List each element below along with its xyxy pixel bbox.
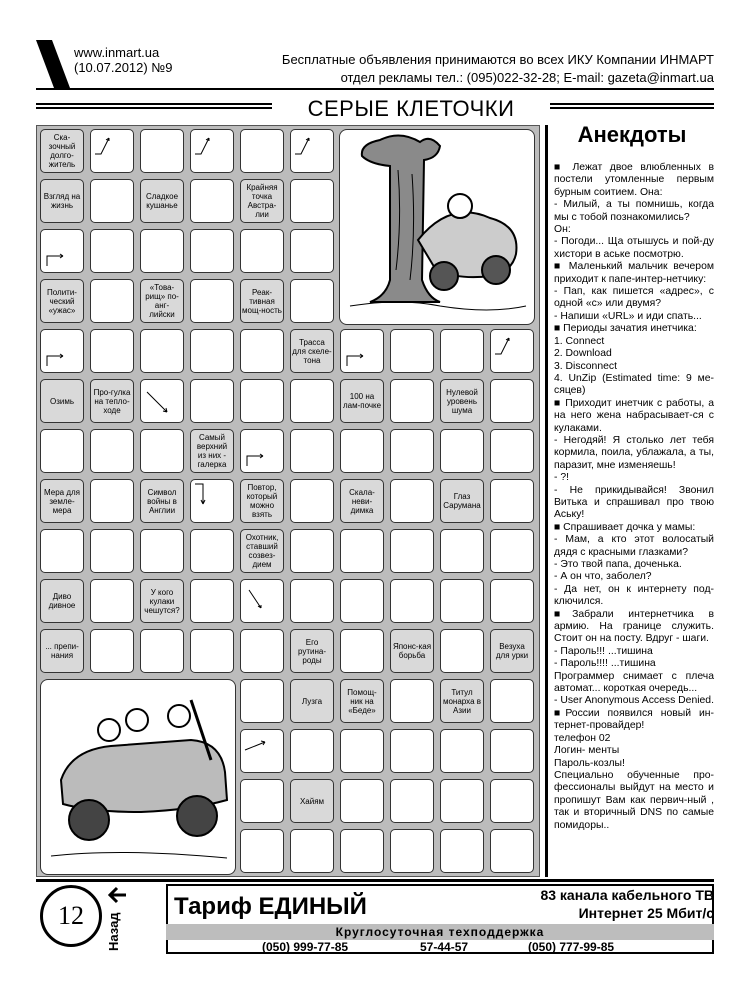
crossword-cell[interactable] xyxy=(90,279,134,323)
crossword-cell[interactable] xyxy=(240,829,284,873)
title-deco-right xyxy=(550,103,714,113)
footer-ad xyxy=(36,879,714,959)
arrow-icon xyxy=(141,380,183,422)
crossword-cell[interactable] xyxy=(390,779,434,823)
joke-line: - Не прикидывайся! Звонил Витька и спрашивал про твою Аську! xyxy=(554,484,714,521)
crossword-cell[interactable] xyxy=(290,529,334,573)
crossword-cell[interactable] xyxy=(190,529,234,573)
crossword-clue: Хайям xyxy=(290,779,334,823)
crossword-cell[interactable] xyxy=(140,529,184,573)
support-banner: Круглосуточная техподдержка xyxy=(166,924,714,940)
phone-3[interactable]: (050) 777-99-85 xyxy=(528,940,615,954)
crossword-clue: Озимь xyxy=(40,379,84,423)
joke-line: 4. UnZip (Estimated time: 9 ме-сяцев) xyxy=(554,372,714,397)
crossword-cell[interactable] xyxy=(190,629,234,673)
crossword-cell[interactable] xyxy=(140,329,184,373)
crossword-clue: Диво дивное xyxy=(40,579,84,623)
joke-line: 2. Download xyxy=(554,348,612,360)
crossword-clue: 100 на лам-почке xyxy=(340,379,384,423)
crossword-clue: Крайняя точка Австра-лии xyxy=(240,179,284,223)
jokes-title: Анекдоты xyxy=(577,122,687,147)
crossword-cell[interactable] xyxy=(490,479,534,523)
crossword-clue: ... препи-нания xyxy=(40,629,84,673)
crossword-clue: Повтор, который можно взять xyxy=(240,479,284,523)
column-divider xyxy=(545,125,548,877)
crossword-cell[interactable] xyxy=(190,329,234,373)
crossword-cell[interactable] xyxy=(490,529,534,573)
crossword-cell[interactable] xyxy=(90,229,134,273)
joke-line: телефон 02 xyxy=(554,732,611,744)
header-rule xyxy=(36,88,714,90)
crossword-cell[interactable] xyxy=(240,379,284,423)
arrow-icon xyxy=(491,330,533,372)
crossword-clue: Везуха для урки xyxy=(490,629,534,673)
crossword-title: СЕРЫЕ КЛЕТОЧКИ xyxy=(307,96,515,121)
crossword-cell[interactable] xyxy=(490,829,534,873)
crossword-cell[interactable] xyxy=(40,229,84,273)
crossword-cell[interactable] xyxy=(390,529,434,573)
crossword-cell[interactable] xyxy=(90,629,134,673)
joke-line: ■ Маленький мальчик вечером приходит к папе-интер-нетчику: xyxy=(554,261,714,285)
crossword-clue: Помощ-ник на «Беде» xyxy=(340,679,384,723)
crossword-cell[interactable] xyxy=(290,229,334,273)
joke-line: ■Забрали интернетчика в армию. На границе служить. Стоит он на посту. Вдруг - шаги. xyxy=(554,608,714,645)
crossword-cell[interactable] xyxy=(240,229,284,273)
crossword-cell[interactable] xyxy=(340,829,384,873)
joke-line: - Мам, а кто этот волосатый дядя с красными глазками? xyxy=(554,534,714,558)
crossword-cell[interactable] xyxy=(90,579,134,623)
crossword-cell[interactable] xyxy=(290,579,334,623)
crossword-cell[interactable] xyxy=(240,329,284,373)
crossword-clue: Японс-кая борьба xyxy=(390,629,434,673)
ad-line-1: Бесплатные объявления принимаются во всех ИКУ Компании ИНМАРТ xyxy=(281,52,714,67)
crossword-cell[interactable] xyxy=(490,329,534,373)
crossword-cell[interactable] xyxy=(190,479,234,523)
crossword-cell[interactable] xyxy=(90,529,134,573)
crossword-cell[interactable] xyxy=(90,129,134,173)
crossword-cell[interactable] xyxy=(190,229,234,273)
arrow-icon xyxy=(41,330,83,372)
crossword-cell[interactable] xyxy=(290,829,334,873)
crossword-cell[interactable] xyxy=(440,829,484,873)
crossword-cell[interactable] xyxy=(140,629,184,673)
joke-line: - Напиши «URL» и иди спать... xyxy=(554,310,702,322)
joke-line: - User Anonymous Access Denied. xyxy=(554,695,714,707)
tree-car-cartoon-icon xyxy=(340,130,534,324)
crossword-cell[interactable] xyxy=(390,679,434,723)
crossword-clue: Охотник, ставший созвез-дием xyxy=(240,529,284,573)
arrow-icon xyxy=(91,130,133,172)
issue-date: (10.07.2012) №9 xyxy=(74,60,173,75)
joke-line: ■ Спрашивает дочка у мамы: xyxy=(554,521,696,533)
joke-line: ■ Периоды зачатия инетчика: xyxy=(554,323,697,335)
crossword-cell[interactable] xyxy=(490,379,534,423)
joke-line: - Погоди... Ща отышусь и пой-ду хистори в аське посмотрю. xyxy=(554,236,714,260)
joke-line: ■ Приходит инетчик с работы, а на него жена набрасывает-ся с кулаками. xyxy=(554,397,714,434)
tree-car-illustration xyxy=(339,129,535,325)
crossword-clue: Его рутина-роды xyxy=(290,629,334,673)
crossword-cell[interactable] xyxy=(90,479,134,523)
tarif-title: Тариф ЕДИНЫЙ xyxy=(174,893,367,920)
jokes-text xyxy=(554,162,714,832)
joke-line: 3. Disconnect xyxy=(554,360,617,372)
crossword-grid xyxy=(36,125,540,877)
crossword-clue: У кого кулаки чешутся? xyxy=(140,579,184,623)
crossword-cell[interactable] xyxy=(340,579,384,623)
joke-line: - Это твой папа, доченька. xyxy=(554,559,682,570)
crossword-cell[interactable] xyxy=(390,729,434,773)
header-corner-graphic xyxy=(36,40,70,88)
arrow-icon xyxy=(341,330,383,372)
joke-line: - Милый, а ты помнишь, когда мы с тобой познакомились? xyxy=(554,199,714,223)
crossword-cell[interactable] xyxy=(90,329,134,373)
joke-line: ■России появился новый ин-тернет-провайдер! xyxy=(554,707,714,732)
crossword-cell[interactable] xyxy=(390,329,434,373)
crossword-cell[interactable] xyxy=(290,429,334,473)
arrow-icon xyxy=(291,130,333,172)
joke-line: - Негодяй! Я столько лет тебя кормила, поила, ублажала, а ты, паразит, мне изменяешь! xyxy=(554,434,714,471)
crossword-cell[interactable] xyxy=(440,429,484,473)
crossword-clue: Полити-ческий «ужас» xyxy=(40,279,84,323)
crossword-clue: Реак-тивная мощ-ность xyxy=(240,279,284,323)
crossword-cell[interactable] xyxy=(490,779,534,823)
internet-speed: Интернет 25 Мбит/с xyxy=(578,905,714,921)
crossword-cell[interactable] xyxy=(190,579,234,623)
crossword-cell[interactable] xyxy=(440,729,484,773)
ad-line-2: отдел рекламы тел.: (095)022-32-28; E-mail: gazeta@inmart.ua xyxy=(340,70,714,85)
joke-line: 1. Connect xyxy=(554,335,605,347)
crossword-cell[interactable] xyxy=(290,129,334,173)
arrow-icon xyxy=(191,130,233,172)
crossword-clue: Титул монарха в Азии xyxy=(440,679,484,723)
joke-line: - А он что, заболел? xyxy=(554,571,652,583)
crossword-cell[interactable] xyxy=(390,829,434,873)
joke-line: Специально обученные про-фессионалы выйдут на место и пропишут Вам как первич-ный , так и вторичный DNS по самые помидоры.. xyxy=(554,769,714,831)
crossword-cell[interactable] xyxy=(390,479,434,523)
crossword-cell[interactable] xyxy=(390,579,434,623)
crossword-cell[interactable] xyxy=(240,729,284,773)
crossword-cell[interactable] xyxy=(140,229,184,273)
crossword-cell[interactable] xyxy=(240,629,284,673)
crossword-cell[interactable] xyxy=(440,329,484,373)
joke-line: - Пароль!!! ...тишина xyxy=(554,645,653,657)
crossword-cell[interactable] xyxy=(140,429,184,473)
joke-line: Программер снимает с плеча автомат... короткая очередь... xyxy=(554,670,714,695)
crossword-clue: Глаз Сарумана xyxy=(440,479,484,523)
crossword-cell[interactable] xyxy=(340,529,384,573)
section-title-row xyxy=(36,96,714,120)
crossword-clue: Про-гулка на тепло-ходе xyxy=(90,379,134,423)
joke-line: Он: xyxy=(554,224,571,236)
crossword-cell[interactable] xyxy=(90,179,134,223)
crossword-cell[interactable] xyxy=(290,379,334,423)
arrow-icon xyxy=(241,730,283,772)
crossword-clue: Символ войны в Англии xyxy=(140,479,184,523)
crossword-clue: Лузга xyxy=(290,679,334,723)
crossword-cell[interactable] xyxy=(340,329,384,373)
crossword-clue: Сладкое кушанье xyxy=(140,179,184,223)
crossword-cell[interactable] xyxy=(40,429,84,473)
crossword-cell[interactable] xyxy=(190,129,234,173)
crossword-cell[interactable] xyxy=(40,529,84,573)
crossword-cell[interactable] xyxy=(290,729,334,773)
crossword-cell[interactable] xyxy=(490,579,534,623)
crossword-cell[interactable] xyxy=(240,779,284,823)
footer-rule xyxy=(36,879,714,882)
crossword-cell[interactable] xyxy=(190,279,234,323)
joke-line: Логин- менты xyxy=(554,745,620,757)
crossword-cell[interactable] xyxy=(240,679,284,723)
joke-line: - Да нет, он к интернету под-ключился. xyxy=(554,583,714,608)
crossword-cell[interactable] xyxy=(290,179,334,223)
crossword-cell[interactable] xyxy=(90,429,134,473)
joke-line: - Пап, как пишется «адрес», с одной «с» или двумя? xyxy=(554,286,714,310)
crossword-cell[interactable] xyxy=(490,429,534,473)
crossword-cell[interactable] xyxy=(240,129,284,173)
crossword-cell[interactable] xyxy=(340,779,384,823)
page-number: 12 xyxy=(40,885,102,947)
back-link[interactable]: Назад xyxy=(106,912,121,951)
title-deco-left xyxy=(36,103,272,113)
crossword-cell[interactable] xyxy=(340,729,384,773)
car-passengers-illustration xyxy=(40,679,236,875)
crossword-cell[interactable] xyxy=(290,279,334,323)
joke-line: Пароль-козлы! xyxy=(554,757,625,769)
crossword-clue: Мера для земле-мера xyxy=(40,479,84,523)
site-url[interactable]: www.inmart.ua xyxy=(74,45,160,60)
joke-line: ■ Лежат двое влюбленных в постели утомленные первым бурным соитием. Она: xyxy=(554,162,714,198)
crossword-cell[interactable] xyxy=(490,729,534,773)
crossword-cell[interactable] xyxy=(490,679,534,723)
crossword-cell[interactable] xyxy=(340,429,384,473)
crossword-cell[interactable] xyxy=(440,529,484,573)
car-passengers-cartoon-icon xyxy=(41,680,235,874)
phone-1[interactable]: (050) 999-77-85 xyxy=(262,940,349,954)
crossword-clue: Скала-неви-димка xyxy=(340,479,384,523)
crossword-cell[interactable] xyxy=(140,129,184,173)
phone-2[interactable]: 57-44-57 xyxy=(420,940,469,954)
phone-list xyxy=(166,940,714,954)
crossword-cell[interactable] xyxy=(440,579,484,623)
crossword-clue: Трасса для скеле-тона xyxy=(290,329,334,373)
crossword-clue: Самый верхний из них - галерка xyxy=(190,429,234,473)
crossword-cell[interactable] xyxy=(190,379,234,423)
back-arrow-icon[interactable] xyxy=(108,885,128,905)
crossword-cell[interactable] xyxy=(440,629,484,673)
crossword-cell[interactable] xyxy=(340,629,384,673)
arrow-icon xyxy=(191,480,233,522)
arrow-icon xyxy=(41,230,83,272)
crossword-cell[interactable] xyxy=(240,429,284,473)
joke-line: - ?! xyxy=(554,472,570,484)
crossword-clue: Ска-зочный долго-житель xyxy=(40,129,84,173)
crossword-cell[interactable] xyxy=(240,579,284,623)
crossword-cell[interactable] xyxy=(40,329,84,373)
header-site xyxy=(74,45,173,75)
crossword-cell[interactable] xyxy=(390,429,434,473)
arrow-icon xyxy=(241,430,283,472)
joke-line: - Пароль!!!! ...тишина xyxy=(554,658,656,670)
crossword-cell[interactable] xyxy=(290,479,334,523)
crossword-cell[interactable] xyxy=(140,379,184,423)
tv-channels: 83 канала кабельного ТВ xyxy=(540,887,714,903)
crossword-cell[interactable] xyxy=(190,179,234,223)
crossword-clue: Взгляд на жизнь xyxy=(40,179,84,223)
crossword-cell[interactable] xyxy=(440,779,484,823)
crossword-cell[interactable] xyxy=(390,379,434,423)
crossword-clue: Нулевой уровень шума xyxy=(440,379,484,423)
arrow-icon xyxy=(241,580,283,622)
crossword-clue: «Това-рищ» по-анг-лийски xyxy=(140,279,184,323)
